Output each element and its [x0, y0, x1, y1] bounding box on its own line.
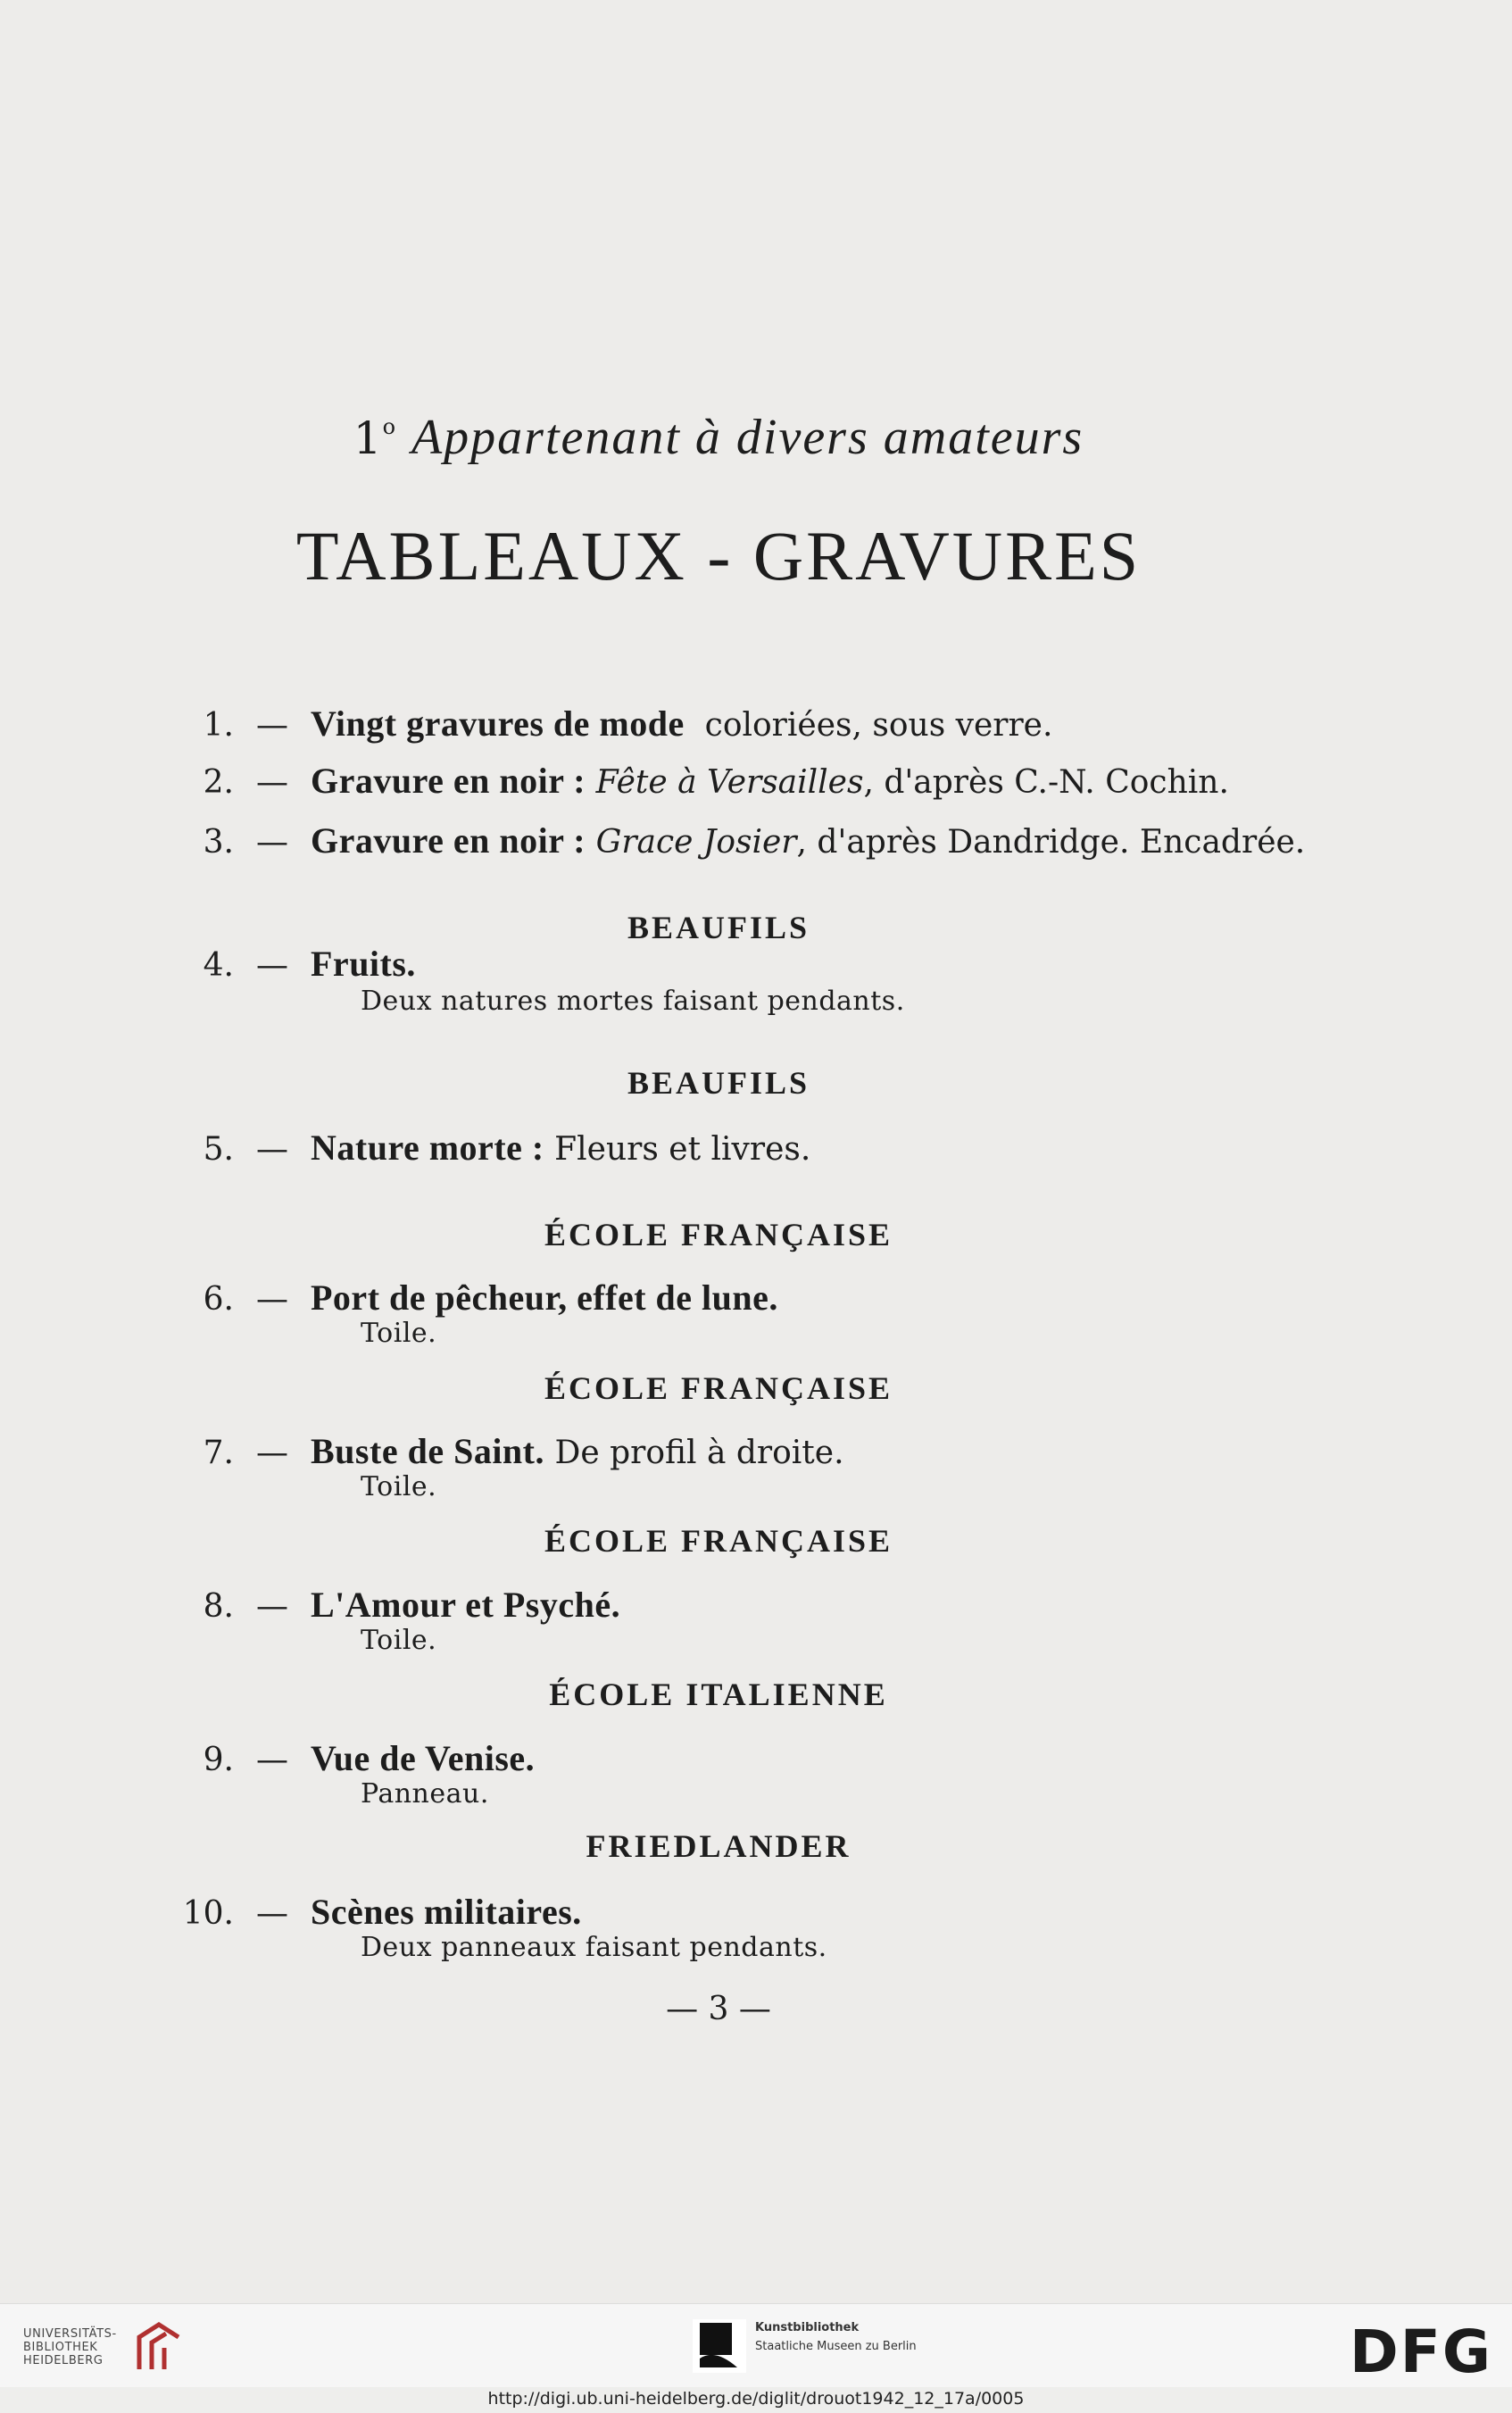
- entry-number: 10.: [182, 1895, 234, 1932]
- artist-heading: ÉCOLE FRANÇAISE: [544, 1217, 893, 1252]
- entry-description: De profil à droite.: [554, 1435, 844, 1471]
- entry-dash: —: [256, 1281, 288, 1318]
- entry-note: Deux natures mortes faisant pendants.: [361, 986, 905, 1017]
- catalogue-entry-3: [0, 820, 1305, 861]
- entry-number: 1.: [203, 707, 234, 744]
- catalogue-entry-2: [0, 760, 1229, 802]
- entry-number: 4.: [203, 947, 234, 984]
- entry-description: , d'après Dandridge. Encadrée.: [796, 824, 1306, 861]
- entry-dash: —: [256, 824, 288, 861]
- catalogue-entry-1: [0, 703, 1052, 745]
- entry-title: Vue de Venise.: [311, 1738, 536, 1778]
- entry-title: Port de pêcheur, effet de lune.: [311, 1277, 778, 1318]
- heidelberg-library-logo-icon[interactable]: [134, 2319, 184, 2375]
- catalogue-entry-5: [0, 1127, 810, 1169]
- entry-title: Gravure en noir :: [311, 820, 586, 861]
- entry-note: Panneau.: [361, 1778, 489, 1810]
- catalogue-entry-8: [0, 1584, 620, 1626]
- entry-title: Gravure en noir :: [311, 761, 586, 801]
- entry-number: 7.: [203, 1435, 234, 1471]
- section-number: 1$^o$: [353, 412, 397, 464]
- entry-number: 2.: [203, 764, 234, 801]
- entry-dash: —: [256, 707, 288, 744]
- entry-number: 5.: [203, 1131, 234, 1168]
- entry-title: Buste de Saint.: [311, 1431, 544, 1471]
- entry-number: 9.: [203, 1742, 234, 1778]
- artist-heading: ÉCOLE ITALIENNE: [549, 1677, 888, 1712]
- entry-number: 6.: [203, 1281, 234, 1318]
- entry-note: Toile.: [361, 1471, 437, 1502]
- page-title: TABLEAUX - GRAVURES: [295, 517, 1142, 595]
- entry-note: Toile.: [361, 1625, 437, 1656]
- entry-description: coloriées, sous verre.: [704, 707, 1053, 744]
- catalogue-entry-4: [0, 943, 416, 985]
- page-number: — 3 —: [666, 1991, 771, 2027]
- artist-heading: BEAUFILS: [627, 1065, 810, 1101]
- entry-note: Toile.: [361, 1318, 437, 1349]
- entry-title: Vingt gravures de mode: [311, 703, 685, 744]
- entry-note: Deux panneaux faisant pendants.: [361, 1932, 827, 1963]
- page-url[interactable]: http://digi.ub.uni-heidelberg.de/diglit/drouot1942_12_17a/0005: [487, 2389, 1025, 2409]
- entry-title: L'Amour et Psyché.: [311, 1585, 621, 1625]
- entry-dash: —: [256, 764, 288, 801]
- entry-italic-title: Fête à Versailles: [595, 764, 864, 801]
- catalogue-entry-6: [0, 1277, 778, 1319]
- entry-dash: —: [256, 1588, 288, 1625]
- entry-title: Nature morte :: [311, 1127, 544, 1168]
- entry-description: Fleurs et livres.: [554, 1131, 811, 1168]
- artist-heading: ÉCOLE FRANÇAISE: [544, 1370, 893, 1406]
- kunstbibliothek-subtitle: Staatliche Museen zu Berlin: [755, 2340, 917, 2353]
- catalogue-entry-7: [0, 1430, 844, 1472]
- dfg-logo[interactable]: DFG: [1350, 2317, 1493, 2386]
- entry-dash: —: [256, 1435, 288, 1471]
- entry-dash: —: [256, 1895, 288, 1932]
- catalogue-entry-9: [0, 1737, 535, 1779]
- entry-italic-title: Grace Josier: [595, 824, 797, 861]
- catalogue-entry-10: [0, 1891, 582, 1933]
- section-subtitle-text: Appartenant à divers amateurs: [411, 410, 1084, 465]
- artist-heading: ÉCOLE FRANÇAISE: [544, 1523, 893, 1559]
- artist-heading: FRIEDLANDER: [586, 1828, 852, 1864]
- kunstbibliothek-logo-icon[interactable]: [693, 2319, 746, 2373]
- entry-number: 8.: [203, 1588, 234, 1625]
- entry-dash: —: [256, 1131, 288, 1168]
- kunstbibliothek-name: Kunstbibliothek: [755, 2321, 860, 2334]
- entry-dash: —: [256, 947, 288, 984]
- entry-title: Fruits.: [311, 944, 416, 984]
- entry-number: 3.: [203, 824, 234, 861]
- entry-title: Scènes militaires.: [311, 1892, 582, 1932]
- artist-heading: BEAUFILS: [627, 910, 810, 945]
- entry-dash: —: [256, 1742, 288, 1778]
- library-name: UNIVERSITÄTS- BIBLIOTHEK HEIDELBERG: [23, 2327, 117, 2367]
- section-subtitle: [0, 409, 1437, 466]
- entry-description: , d'après C.-N. Cochin.: [863, 764, 1229, 801]
